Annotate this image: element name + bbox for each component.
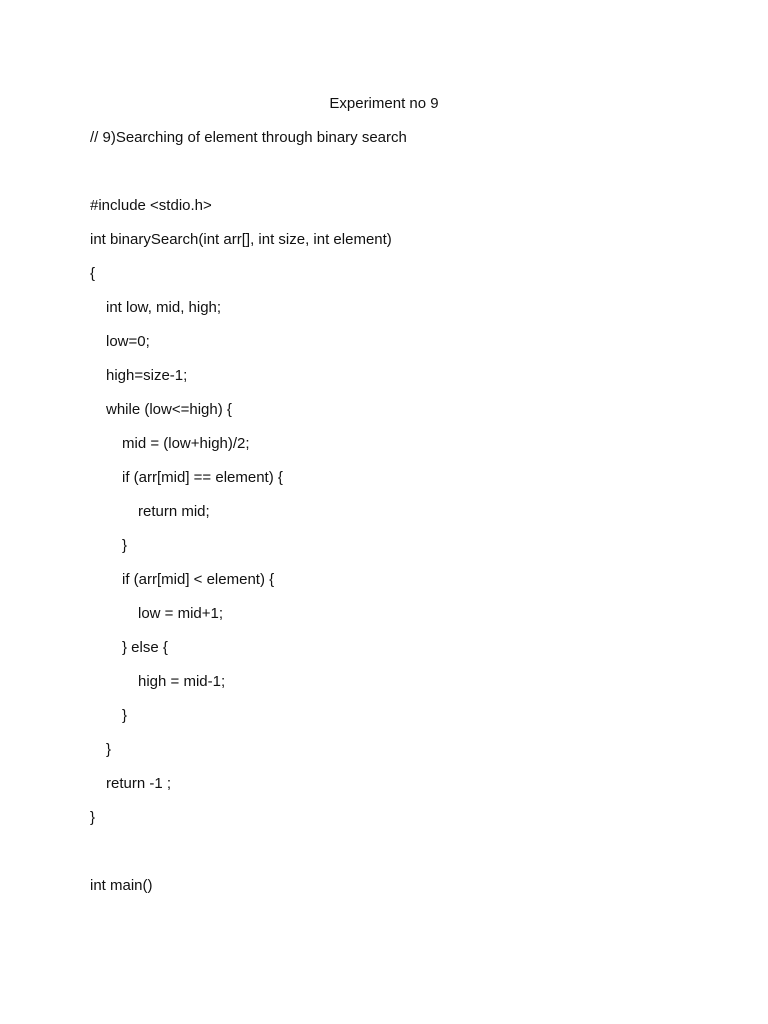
code-line: high=size-1; <box>106 367 188 384</box>
code-line: #include <stdio.h> <box>90 197 212 214</box>
code-line: high = mid-1; <box>138 673 226 690</box>
code-line: low=0; <box>106 333 150 350</box>
code-line: } <box>122 707 128 724</box>
code-comment: // 9)Searching of element through binary search <box>90 129 407 146</box>
code-line: return mid; <box>138 503 210 520</box>
code-line: } <box>106 741 112 758</box>
code-line: int binarySearch(int arr[], int size, int element) <box>90 231 392 248</box>
blank-line <box>0 842 768 876</box>
code-line: while (low<=high) { <box>106 401 232 418</box>
code-block <box>0 196 768 910</box>
code-line: mid = (low+high)/2; <box>122 435 250 452</box>
page-title: Experiment no 9 <box>329 95 439 112</box>
code-line: } <box>90 809 96 826</box>
code-line: int main() <box>90 877 153 894</box>
code-line: } else { <box>122 639 168 656</box>
code-line: { <box>90 265 96 282</box>
code-line: } <box>122 537 128 554</box>
code-line: return -1 ; <box>106 775 172 792</box>
code-line: if (arr[mid] == element) { <box>122 469 283 486</box>
code-line: int low, mid, high; <box>106 299 222 316</box>
code-line: low = mid+1; <box>138 605 224 622</box>
code-line: if (arr[mid] < element) { <box>122 571 275 588</box>
